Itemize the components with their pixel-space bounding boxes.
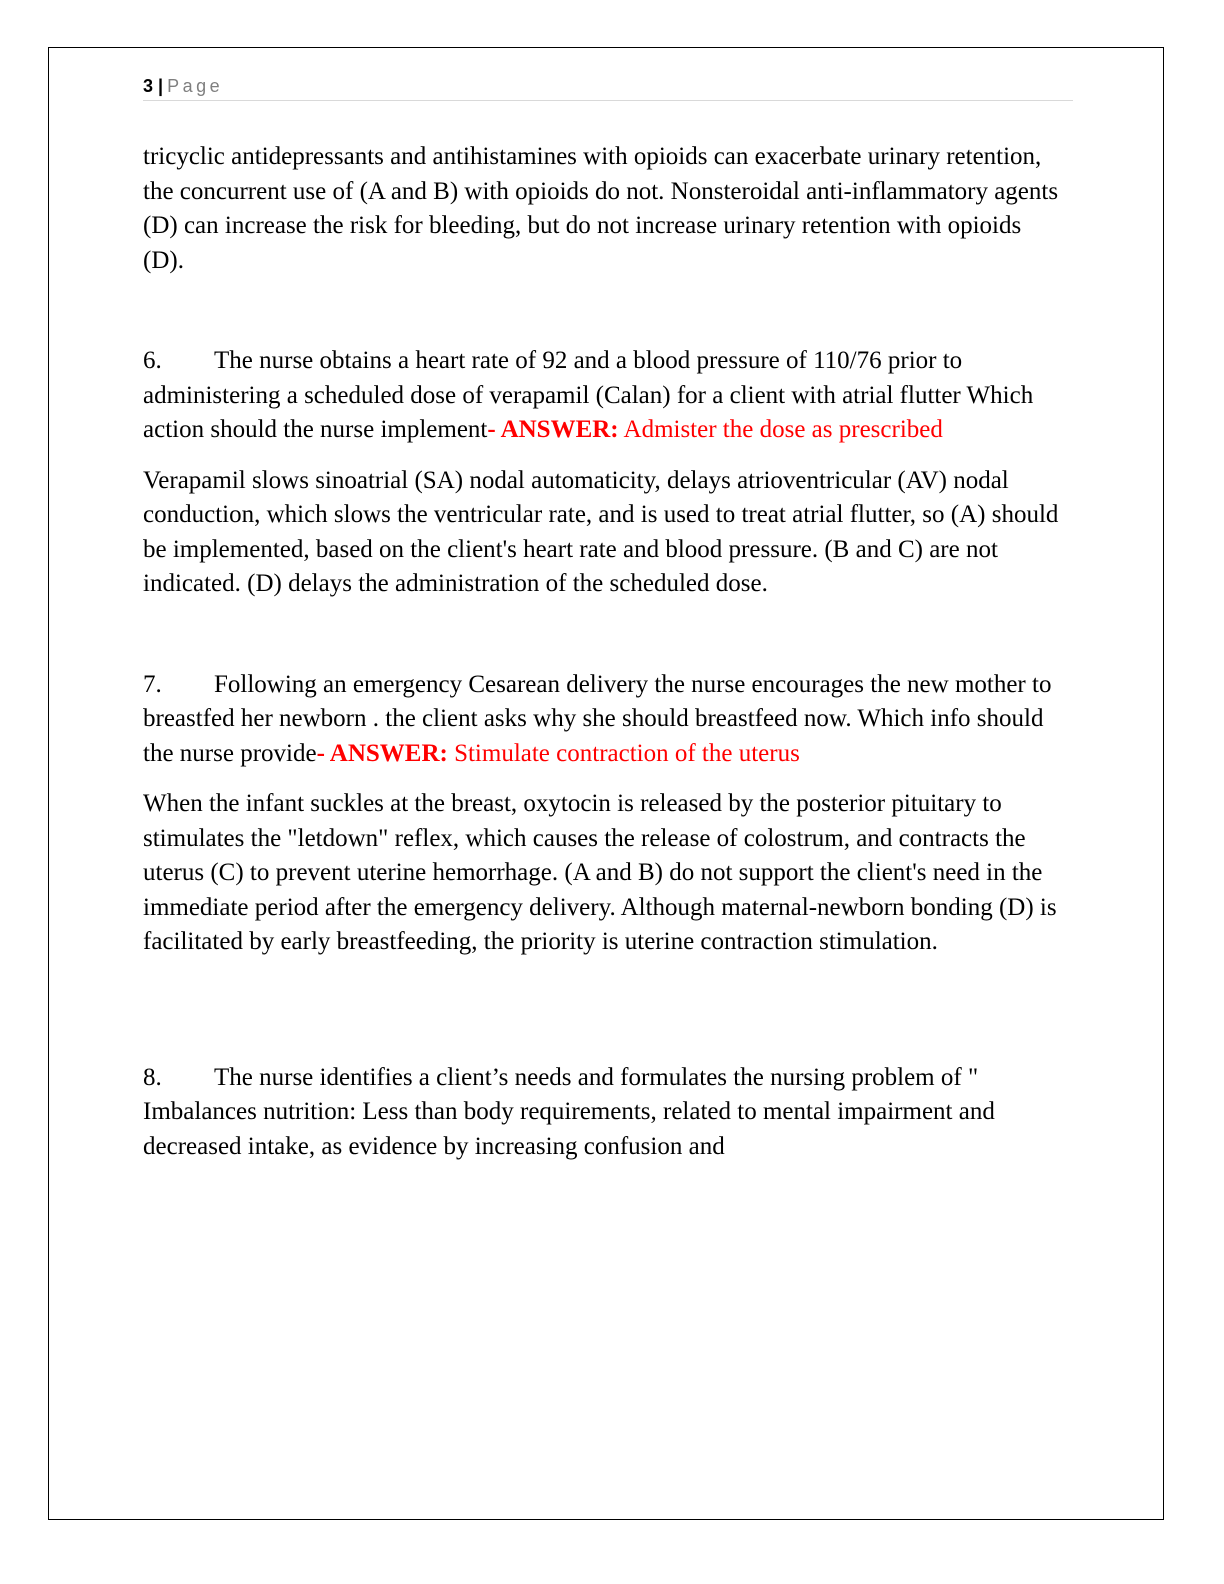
page-header <box>143 74 1073 101</box>
explanation-7: When the infant suckles at the breast, oxytocin is released by the posterior pituitary to stimulates the "letdown" reflex, which causes the release of colostrum, and contracts the uterus (C) to prevent uterine hemorrhage. (A and B) do not support the client's need in the immediate period after the emergency delivery. Although maternal-newborn bonding (D) is facilitated by early breastfeeding, the priority is uterine contraction stimulation. <box>143 790 1057 955</box>
question-text: The nurse obtains a heart rate of 92 and a blood pressure of 110/76 prior to administering a scheduled dose of verapamil (Calan) for a client with atrial flutter Which action should the nurse implement <box>143 347 1034 443</box>
page-number: 3 <box>143 76 154 96</box>
continuation-paragraph: tricyclic antidepressants and antihistamines with opioids can exacerbate urinary retention, the concurrent use of (A and B) with opioids do not. Nonsteroidal anti-inflammatory agents (D) can increase the risk for bleeding, but do not increase urinary retention with opioids (D). <box>143 143 1059 274</box>
question-6 <box>143 344 1068 448</box>
page-label: Page <box>167 76 224 96</box>
question-number: 8. <box>143 1063 162 1091</box>
question-text: The nurse identifies a client’s needs and formulates the nursing problem of " Imbalances nutrition: Less than body requirements, related to mental impairment and decreased intake, as evidence by increasing confusion and <box>143 1063 995 1160</box>
question-text: Following an emergency Cesarean delivery the nurse encourages the new mother to breastfed her newborn . the client asks why she should breastfeed now. Which info should the nurse provide <box>143 670 1052 767</box>
answer-text: Admister the dose as prescribed <box>618 416 943 443</box>
document-body <box>143 140 1068 1164</box>
question-7 <box>143 668 1068 772</box>
question-number: 7. <box>143 670 162 698</box>
answer-text: Stimulate contraction of the uterus <box>447 739 800 767</box>
explanation-6: Verapamil slows sinoatrial (SA) nodal automaticity, delays atrioventricular (AV) nodal conduction, which slows the ventricular rate, and is used to treat atrial flutter, so (A) should be implemented, based on the client's heart rate and blood pressure. (B and C) are not indicated. (D) delays the administration of the scheduled dose. <box>143 466 1059 597</box>
question-8 <box>143 1061 1068 1165</box>
answer-label: - ANSWER: <box>316 739 448 767</box>
header-separator: | <box>158 76 164 96</box>
answer-label: - ANSWER: <box>487 416 619 443</box>
question-number: 6. <box>143 347 162 374</box>
